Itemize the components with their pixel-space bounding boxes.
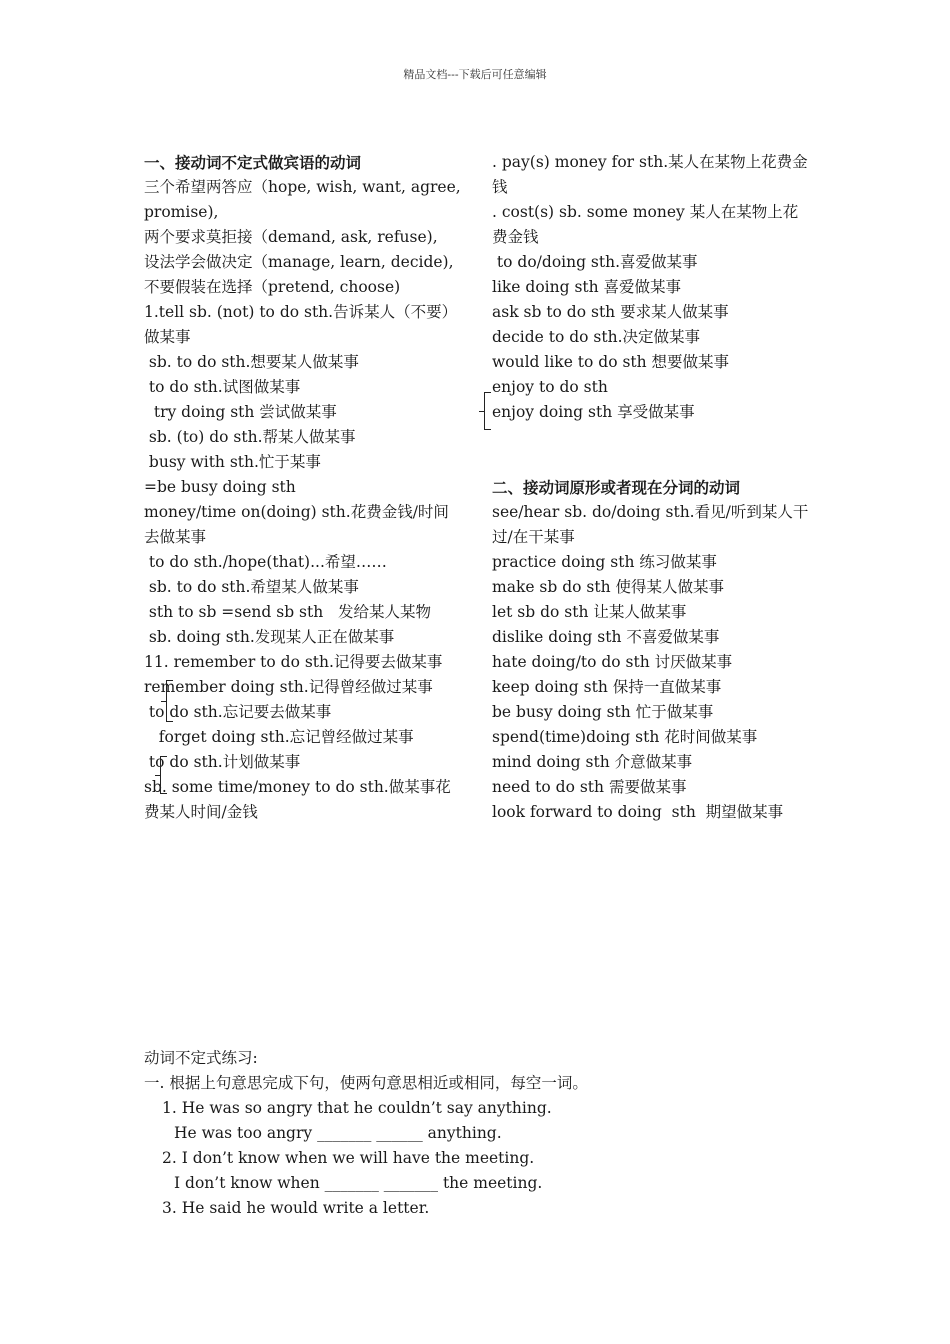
text-line: 不要假装在选择（pretend, choose) <box>144 278 401 296</box>
text-line: sb. to do sth.希望某人做某事 <box>144 578 359 596</box>
text-line: enjoy doing sth 享受做某事 <box>492 403 695 421</box>
text-line: =be busy doing sth <box>144 478 296 496</box>
text-line: sb. to do sth.想要某人做某事 <box>144 353 359 371</box>
text-line: enjoy to do sth <box>492 378 608 396</box>
text-line: look forward to doing sth 期望做某事 <box>492 803 784 821</box>
text-line: sb. (to) do sth.帮某人做某事 <box>144 428 356 446</box>
exercise-instruction: 一. 根据上句意思完成下句，使两句意思相近或相同，每空一词。 <box>144 1074 588 1092</box>
text-line: 1.tell sb. (not) to do sth.告诉某人（不要）做某事 <box>144 303 458 346</box>
text-line: mind doing sth 介意做某事 <box>492 753 693 771</box>
text-line: to do sth.计划做某事 <box>144 753 301 771</box>
right-column <box>492 150 810 825</box>
exercise-title: 动词不定式练习: <box>144 1049 258 1067</box>
text-line: make sb do sth 使得某人做某事 <box>492 578 725 596</box>
exercise-sentence: 3. He said he would write a letter. <box>162 1199 430 1217</box>
left-column <box>144 150 462 825</box>
text-line: remember doing sth.记得曾经做过某事 <box>144 678 433 696</box>
text-line: sb. some time/money to do sth.做某事花费某人时间/金钱 <box>144 778 451 821</box>
exercise-sentence: 2. I don’t know when we will have the meeting. <box>162 1149 535 1167</box>
text-line: busy with sth.忙于某事 <box>144 453 321 471</box>
text-line: hate doing/to do sth 讨厌做某事 <box>492 653 733 671</box>
text-line: to do sth.忘记要去做某事 <box>144 703 332 721</box>
text-line: practice doing sth 练习做某事 <box>492 553 717 571</box>
bracket-enjoy <box>484 392 491 430</box>
text-line: . pay(s) money for sth.某人在某物上花费金钱 <box>492 153 808 196</box>
section-heading-infinitive: 一、接动词不定式做宾语的动词 <box>144 153 362 172</box>
text-line: . cost(s) sb. some money 某人在某物上花费金钱 <box>492 203 799 246</box>
bracket-forget <box>160 756 167 794</box>
exercise-rewrite: He was too angry _______ ______ anything. <box>174 1124 502 1142</box>
text-line: to do/doing sth.喜爱做某事 <box>492 253 698 271</box>
text-line: see/hear sb. do/doing sth.看见/听到某人干过/在干某事 <box>492 503 809 546</box>
text-line: be busy doing sth 忙于做某事 <box>492 703 714 721</box>
text-line: money/time on(doing) sth.花费金钱/时间去做某事 <box>144 503 449 546</box>
section-heading-bare-infinitive: 二、接动词原形或者现在分词的动词 <box>492 478 741 497</box>
text-line: keep doing sth 保持一直做某事 <box>492 678 722 696</box>
text-line: forget doing sth.忘记曾经做过某事 <box>144 728 414 746</box>
text-line: need to do sth 需要做某事 <box>492 778 687 796</box>
text-line: let sb do sth 让某人做某事 <box>492 603 687 621</box>
bracket-remember <box>166 680 173 722</box>
text-line: would like to do sth 想要做某事 <box>492 353 730 371</box>
text-line: 两个要求莫拒接（demand, ask, refuse), <box>144 228 438 246</box>
exercise-rewrite: I don’t know when _______ _______ the meeting. <box>174 1174 543 1192</box>
text-line: to do sth./hope(that)...希望…… <box>144 553 387 571</box>
exercise-sentence: 1. He was so angry that he couldn’t say anything. <box>162 1099 552 1117</box>
text-line: try doing sth 尝试做某事 <box>144 403 337 421</box>
text-line: 11. remember to do sth.记得要去做某事 <box>144 653 443 671</box>
text-line: dislike doing sth 不喜爱做某事 <box>492 628 720 646</box>
text-line: to do sth.试图做某事 <box>144 378 301 396</box>
page-header: 精品文档---下载后可任意编辑 <box>403 68 547 81</box>
text-line: 三个希望两答应（hope, wish, want, agree, promise), <box>144 178 461 221</box>
exercise-section <box>144 1046 804 1221</box>
text-line: ask sb to do sth 要求某人做某事 <box>492 303 729 321</box>
text-line: 设法学会做决定（manage, learn, decide), <box>144 253 454 271</box>
text-line: like doing sth 喜爱做某事 <box>492 278 682 296</box>
text-line: spend(time)doing sth 花时间做某事 <box>492 728 758 746</box>
text-line: sb. doing sth.发现某人正在做某事 <box>144 628 395 646</box>
text-line: sth to sb =send sb sth 发给某人某物 <box>144 603 432 621</box>
text-line: decide to do sth.决定做某事 <box>492 328 701 346</box>
